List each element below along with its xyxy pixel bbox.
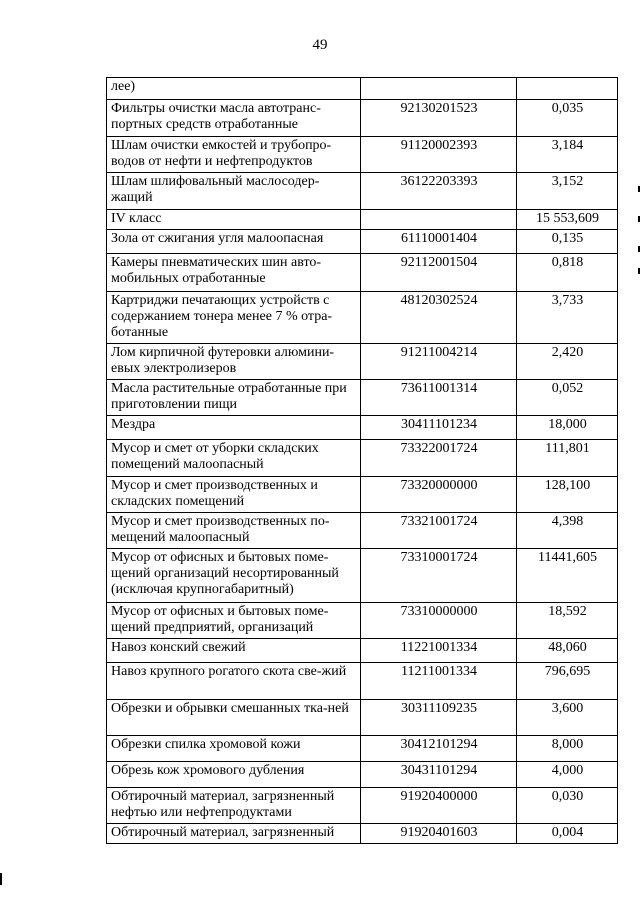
cell-waste-name: Шлам очистки емкостей и трубопро-водов от нефти и нефтепродуктов bbox=[107, 137, 361, 173]
cell-waste-name: Мусор от офисных и бытовых поме-щений организаций несортированный (исключая крупногабаритный) bbox=[107, 549, 361, 603]
cell-waste-name: Обрезки и обрывки смешанных тка-ней bbox=[107, 700, 361, 736]
cell-fkko-code: 11211001334 bbox=[361, 663, 517, 700]
table-row bbox=[107, 700, 618, 736]
cell-waste-name: Мусор и смет от уборки складских помещений малоопасный bbox=[107, 440, 361, 477]
cell-waste-name: Лом кирпичной футеровки алюмини-евых электролизеров bbox=[107, 344, 361, 380]
waste-table bbox=[106, 77, 618, 844]
cell-waste-name: Мездра bbox=[107, 416, 361, 440]
table-row bbox=[107, 477, 618, 513]
cell-waste-name: Шлам шлифовальный маслосодер-жащий bbox=[107, 173, 361, 210]
cell-quantity bbox=[517, 78, 618, 100]
cell-waste-name: Обрезь кож хромового дубления bbox=[107, 762, 361, 788]
cell-quantity: 48,060 bbox=[517, 639, 618, 663]
cell-waste-name: Навоз конский свежий bbox=[107, 639, 361, 663]
cell-quantity: 3,152 bbox=[517, 173, 618, 210]
table-row bbox=[107, 513, 618, 549]
cell-fkko-code: 73321001724 bbox=[361, 513, 517, 549]
cell-quantity: 128,100 bbox=[517, 477, 618, 513]
cell-fkko-code: 91120002393 bbox=[361, 137, 517, 173]
cell-quantity: 8,000 bbox=[517, 736, 618, 762]
table-row bbox=[107, 549, 618, 603]
table-row bbox=[107, 210, 618, 230]
cell-fkko-code bbox=[361, 78, 517, 100]
cell-fkko-code: 61110001404 bbox=[361, 230, 517, 254]
table-row bbox=[107, 736, 618, 762]
cell-quantity: 4,398 bbox=[517, 513, 618, 549]
table-row bbox=[107, 78, 618, 100]
cell-quantity: 0,135 bbox=[517, 230, 618, 254]
table-row bbox=[107, 788, 618, 824]
cell-waste-name: Картриджи печатающих устройств с содержанием тонера менее 7 % отра-ботанные bbox=[107, 292, 361, 344]
cell-waste-name: Мусор и смет производственных и складских помещений bbox=[107, 477, 361, 513]
cell-waste-name: Зола от сжигания угля малоопасная bbox=[107, 230, 361, 254]
cell-quantity: 11441,605 bbox=[517, 549, 618, 603]
scan-edge-mark-left bbox=[0, 873, 2, 885]
cell-quantity: 18,000 bbox=[517, 416, 618, 440]
cell-fkko-code: 36122203393 bbox=[361, 173, 517, 210]
cell-quantity: 0,030 bbox=[517, 788, 618, 824]
cell-fkko-code: 73310001724 bbox=[361, 549, 517, 603]
cell-quantity: 0,035 bbox=[517, 100, 618, 137]
cell-waste-name: Обтирочный материал, загрязненный bbox=[107, 824, 361, 844]
table-row bbox=[107, 639, 618, 663]
table-row bbox=[107, 663, 618, 700]
table-row bbox=[107, 137, 618, 173]
table-row bbox=[107, 173, 618, 210]
cell-waste-name: Масла растительные отработанные при приготовлении пищи bbox=[107, 380, 361, 416]
cell-quantity: 18,592 bbox=[517, 603, 618, 639]
table-row bbox=[107, 416, 618, 440]
table-row bbox=[107, 380, 618, 416]
cell-quantity: 3,184 bbox=[517, 137, 618, 173]
cell-quantity: 3,733 bbox=[517, 292, 618, 344]
cell-quantity: 3,600 bbox=[517, 700, 618, 736]
cell-fkko-code bbox=[361, 210, 517, 230]
cell-waste-name: Фильтры очистки масла автотранс-портных средств отработанные bbox=[107, 100, 361, 137]
cell-quantity: 111,801 bbox=[517, 440, 618, 477]
cell-fkko-code: 73320000000 bbox=[361, 477, 517, 513]
table-row bbox=[107, 440, 618, 477]
table-row bbox=[107, 254, 618, 292]
cell-quantity: 2,420 bbox=[517, 344, 618, 380]
cell-quantity: 0,818 bbox=[517, 254, 618, 292]
cell-fkko-code: 91211004214 bbox=[361, 344, 517, 380]
table-row bbox=[107, 603, 618, 639]
cell-waste-name: IV класс bbox=[107, 210, 361, 230]
cell-fkko-code: 91920401603 bbox=[361, 824, 517, 844]
cell-fkko-code: 48120302524 bbox=[361, 292, 517, 344]
cell-quantity: 15 553,609 bbox=[517, 210, 618, 230]
cell-fkko-code: 30431101294 bbox=[361, 762, 517, 788]
cell-waste-name: Обтирочный материал, загрязненный нефтью или нефтепродуктами bbox=[107, 788, 361, 824]
cell-fkko-code: 73611001314 bbox=[361, 380, 517, 416]
cell-fkko-code: 73322001724 bbox=[361, 440, 517, 477]
cell-waste-name: лее) bbox=[107, 78, 361, 100]
cell-fkko-code: 73310000000 bbox=[361, 603, 517, 639]
table-row bbox=[107, 100, 618, 137]
cell-fkko-code: 30412101294 bbox=[361, 736, 517, 762]
table-row bbox=[107, 824, 618, 844]
cell-fkko-code: 92130201523 bbox=[361, 100, 517, 137]
cell-waste-name: Мусор и смет производственных по-мещений малоопасный bbox=[107, 513, 361, 549]
cell-quantity: 0,052 bbox=[517, 380, 618, 416]
cell-waste-name: Камеры пневматических шин авто-мобильных отработанные bbox=[107, 254, 361, 292]
cell-waste-name: Обрезки спилка хромовой кожи bbox=[107, 736, 361, 762]
scan-edge-marks bbox=[636, 0, 640, 905]
cell-fkko-code: 30411101234 bbox=[361, 416, 517, 440]
table-row bbox=[107, 344, 618, 380]
cell-quantity: 796,695 bbox=[517, 663, 618, 700]
cell-waste-name: Навоз крупного рогатого скота све-жий bbox=[107, 663, 361, 700]
cell-waste-name: Мусор от офисных и бытовых поме-щений предприятий, организаций bbox=[107, 603, 361, 639]
cell-fkko-code: 92112001504 bbox=[361, 254, 517, 292]
cell-quantity: 4,000 bbox=[517, 762, 618, 788]
cell-fkko-code: 11221001334 bbox=[361, 639, 517, 663]
table-row bbox=[107, 292, 618, 344]
cell-quantity: 0,004 bbox=[517, 824, 618, 844]
waste-table-body bbox=[107, 78, 618, 844]
cell-fkko-code: 30311109235 bbox=[361, 700, 517, 736]
table-row bbox=[107, 762, 618, 788]
page-number: 49 bbox=[312, 37, 328, 53]
cell-fkko-code: 91920400000 bbox=[361, 788, 517, 824]
table-row bbox=[107, 230, 618, 254]
